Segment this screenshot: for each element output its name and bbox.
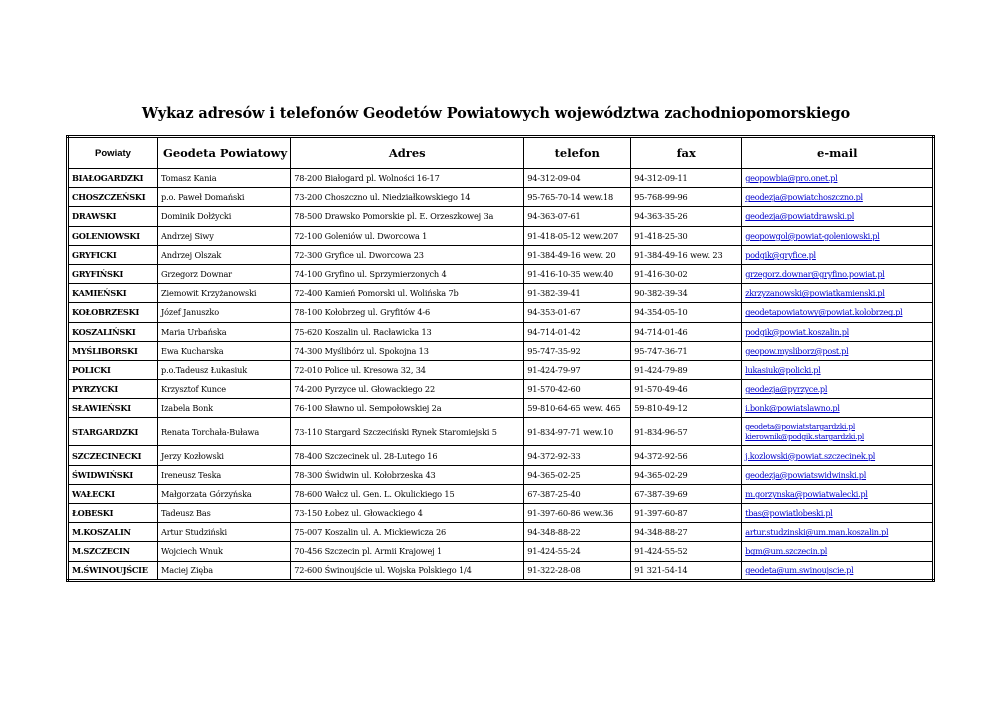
header-powiaty: Powiaty [68, 137, 158, 169]
cell-powiat: GRYFIŃSKI [68, 264, 158, 283]
cell-fax: 95-768-99-96 [631, 188, 742, 207]
cell-adres: 78-400 Szczecinek ul. 28-Lutego 16 [291, 446, 524, 465]
cell-adres: 72-300 Gryfice ul. Dworcowa 23 [291, 245, 524, 264]
cell-geodeta: Andrzej Siwy [158, 226, 291, 245]
cell-geodeta: Ireneusz Teska [158, 465, 291, 484]
cell-telefon: 91-384-49-16 wew. 20 [524, 245, 631, 264]
cell-fax: 94-348-88-27 [631, 523, 742, 542]
cell-powiat: KAMIEŃSKI [68, 284, 158, 303]
email-link[interactable]: geodeta@powiatstargardzki.pl [745, 421, 855, 431]
cell-powiat: GRYFICKI [68, 245, 158, 264]
cell-telefon: 95-747-35-92 [524, 341, 631, 360]
table-row [68, 284, 934, 303]
cell-powiat: DRAWSKI [68, 207, 158, 226]
table-row [68, 245, 934, 264]
cell-powiat: SŁAWIEŃSKI [68, 399, 158, 418]
cell-powiat: WAŁECKI [68, 484, 158, 503]
cell-email [742, 303, 934, 322]
email-list [745, 546, 827, 556]
email-list [745, 288, 884, 298]
cell-email [742, 245, 934, 264]
cell-adres: 70-456 Szczecin pl. Armii Krajowej 1 [291, 542, 524, 561]
cell-adres: 73-150 Łobez ul. Głowackiego 4 [291, 504, 524, 523]
email-link[interactable]: geodeta@um.swinoujscie.pl [745, 565, 854, 576]
cell-geodeta: Ewa Kucharska [158, 341, 291, 360]
email-link[interactable]: geodezja@powiatswidwinski.pl [745, 469, 867, 480]
cell-powiat: M.SZCZECIN [68, 542, 158, 561]
cell-telefon: 94-365-02-25 [524, 465, 631, 484]
cell-email [742, 542, 934, 561]
cell-powiat: CHOSZCZEŃSKI [68, 188, 158, 207]
cell-telefon: 91-424-79-97 [524, 360, 631, 379]
cell-telefon: 67-387-25-40 [524, 484, 631, 503]
cell-telefon: 91-416-10-35 wew.40 [524, 264, 631, 283]
cell-geodeta: p.o.Tadeusz Łukasiuk [158, 360, 291, 379]
cell-fax: 59-810-49-12 [631, 399, 742, 418]
table-row [68, 303, 934, 322]
table-container [66, 135, 935, 582]
email-link[interactable]: geopowbia@pro.onet.pl [745, 173, 838, 184]
cell-adres: 78-200 Białogard pl. Wolności 16-17 [291, 169, 524, 188]
email-list [745, 384, 827, 394]
cell-geodeta: Jerzy Kozłowski [158, 446, 291, 465]
email-link[interactable]: j.kozlowski@powiat.szczecinek.pl [745, 450, 876, 461]
email-link[interactable]: podgik@powiat.koszalin.pl [745, 326, 849, 337]
table-row [68, 523, 934, 542]
cell-telefon: 94-353-01-67 [524, 303, 631, 322]
cell-adres: 72-010 Police ul. Kresowa 32, 34 [291, 360, 524, 379]
cell-geodeta: Tadeusz Bas [158, 504, 291, 523]
cell-email [742, 284, 934, 303]
cell-geodeta: Andrzej Olszak [158, 245, 291, 264]
cell-email [742, 169, 934, 188]
email-list [745, 250, 816, 260]
table-row [68, 446, 934, 465]
cell-fax: 91-397-60-87 [631, 504, 742, 523]
email-list [745, 403, 839, 413]
cell-geodeta: Wojciech Wnuk [158, 542, 291, 561]
cell-email [742, 207, 934, 226]
cell-email [742, 360, 934, 379]
cell-powiat: ŁOBESKI [68, 504, 158, 523]
cell-fax: 91-424-55-52 [631, 542, 742, 561]
cell-geodeta: Krzysztof Kunce [158, 380, 291, 399]
cell-telefon: 94-312-09-04 [524, 169, 631, 188]
email-link[interactable]: tbas@powiatlobeski.pl [745, 508, 833, 519]
cell-geodeta: Małgorzata Górzyńska [158, 484, 291, 503]
email-list [745, 422, 929, 442]
email-list [745, 173, 837, 183]
cell-adres: 78-500 Drawsko Pomorskie pl. E. Orzeszkowej 3a [291, 207, 524, 226]
cell-fax: 91 321-54-14 [631, 561, 742, 580]
email-link[interactable]: kierownik@podgik.stargardzki.pl [745, 431, 864, 441]
table-row [68, 399, 934, 418]
cell-powiat: GOLENIOWSKI [68, 226, 158, 245]
email-list [745, 269, 884, 279]
cell-fax: 91-570-49-46 [631, 380, 742, 399]
cell-adres: 74-300 Myślibórz ul. Spokojna 13 [291, 341, 524, 360]
header-telefon: telefon [524, 137, 631, 169]
table-row [68, 484, 934, 503]
cell-fax: 91-424-79-89 [631, 360, 742, 379]
cell-adres: 75-620 Koszalin ul. Racławicka 13 [291, 322, 524, 341]
email-link[interactable]: geodezja@powiatdrawski.pl [745, 211, 855, 222]
cell-email [742, 418, 934, 446]
header-row [68, 137, 934, 169]
table-row [68, 264, 934, 283]
surveyors-table [66, 135, 935, 582]
cell-powiat: ŚWIDWIŃSKI [68, 465, 158, 484]
table-row [68, 465, 934, 484]
cell-telefon: 95-765-70-14 wew.18 [524, 188, 631, 207]
cell-powiat: PYRZYCKI [68, 380, 158, 399]
email-link[interactable]: m.gorzynska@powiatwalecki.pl [745, 488, 868, 499]
cell-adres: 72-600 Świnoujście ul. Wojska Polskiego 1/4 [291, 561, 524, 580]
cell-telefon: 59-810-64-65 wew. 465 [524, 399, 631, 418]
email-link[interactable]: grzegorz.downar@gryfino.powiat.pl [745, 269, 885, 280]
table-row [68, 418, 934, 446]
email-list [745, 231, 879, 241]
cell-email [742, 188, 934, 207]
cell-telefon: 94-348-88-22 [524, 523, 631, 542]
cell-adres: 72-100 Goleniów ul. Dworcowa 1 [291, 226, 524, 245]
email-link[interactable]: geopowgol@powiat-goleniowski.pl [745, 230, 880, 241]
cell-email [742, 264, 934, 283]
cell-powiat: KOŁOBRZESKI [68, 303, 158, 322]
cell-email [742, 380, 934, 399]
cell-geodeta: Maciej Zięba [158, 561, 291, 580]
document-title: Wykaz adresów i telefonów Geodetów Powiatowych województwa zachodniopomorskiego [141, 105, 851, 122]
email-list [745, 470, 866, 480]
cell-fax: 67-387-39-69 [631, 484, 742, 503]
cell-telefon: 91-382-39-41 [524, 284, 631, 303]
cell-email [742, 341, 934, 360]
cell-geodeta: p.o. Paweł Domański [158, 188, 291, 207]
cell-powiat: MYŚLIBORSKI [68, 341, 158, 360]
table-row [68, 542, 934, 561]
cell-powiat: M.KOSZALIN [68, 523, 158, 542]
email-link[interactable]: geodetapowiatowy@powiat.kolobrzeg.pl [745, 307, 903, 318]
cell-email [742, 504, 934, 523]
header-geodeta: Geodeta Powiatowy [158, 137, 291, 169]
table-row [68, 341, 934, 360]
cell-adres: 78-600 Wałcz ul. Gen. L. Okulickiego 15 [291, 484, 524, 503]
cell-telefon: 94-714-01-42 [524, 322, 631, 341]
cell-telefon: 94-363-07-61 [524, 207, 631, 226]
cell-geodeta: Dominik Dołżycki [158, 207, 291, 226]
cell-fax: 94-714-01-46 [631, 322, 742, 341]
cell-geodeta: Maria Urbańska [158, 322, 291, 341]
cell-email [742, 465, 934, 484]
email-list [745, 192, 863, 202]
cell-email [742, 322, 934, 341]
email-link[interactable]: podgik@gryfice.pl [745, 249, 816, 260]
cell-adres: 73-200 Choszczno ul. Niedziałkowskiego 14 [291, 188, 524, 207]
cell-adres: 74-100 Gryfino ul. Sprzymierzonych 4 [291, 264, 524, 283]
email-link[interactable]: geopow.mysliborz@post.pl [745, 345, 849, 356]
cell-geodeta: Józef Januszko [158, 303, 291, 322]
email-link[interactable]: lukasiuk@policki.pl [745, 364, 821, 375]
email-link[interactable]: bgm@um.szczecin.pl [745, 546, 828, 557]
email-link[interactable]: geodezja@pyrzyce.pl [745, 384, 828, 395]
table-row [68, 169, 934, 188]
email-list [745, 307, 902, 317]
cell-telefon: 91-397-60-86 wew.36 [524, 504, 631, 523]
email-list [745, 565, 853, 575]
email-link[interactable]: i.bonk@powiatslawno.pl [745, 403, 840, 414]
table-row [68, 360, 934, 379]
cell-fax: 94-372-92-56 [631, 446, 742, 465]
cell-fax: 95-747-36-71 [631, 341, 742, 360]
header-email: e-mail [742, 137, 934, 169]
email-list [745, 508, 832, 518]
cell-fax: 90-382-39-34 [631, 284, 742, 303]
email-link[interactable]: zkrzyzanowski@powiatkamienski.pl [745, 288, 885, 299]
table-row [68, 226, 934, 245]
email-list [745, 365, 820, 375]
cell-adres: 74-200 Pyrzyce ul. Głowackiego 22 [291, 380, 524, 399]
cell-adres: 78-300 Świdwin ul. Kołobrzeska 43 [291, 465, 524, 484]
table-row [68, 504, 934, 523]
header-adres: Adres [291, 137, 524, 169]
cell-telefon: 91-570-42-60 [524, 380, 631, 399]
cell-email [742, 523, 934, 542]
cell-email [742, 399, 934, 418]
cell-fax: 91-418-25-30 [631, 226, 742, 245]
cell-geodeta: Grzegorz Downar [158, 264, 291, 283]
email-list [745, 211, 854, 221]
cell-adres: 73-110 Stargard Szczeciński Rynek Staromiejski 5 [291, 418, 524, 446]
cell-powiat: STARGARDZKI [68, 418, 158, 446]
table-row [68, 322, 934, 341]
table-row [68, 207, 934, 226]
table-row [68, 380, 934, 399]
table-row [68, 561, 934, 580]
cell-fax: 94-365-02-29 [631, 465, 742, 484]
cell-fax: 91-834-96-57 [631, 418, 742, 446]
cell-fax: 91-384-49-16 wew. 23 [631, 245, 742, 264]
cell-telefon: 91-322-28-08 [524, 561, 631, 580]
cell-adres: 76-100 Sławno ul. Sempołowskiej 2a [291, 399, 524, 418]
cell-geodeta: Izabela Bonk [158, 399, 291, 418]
cell-telefon: 91-418-05-12 wew.207 [524, 226, 631, 245]
cell-email [742, 561, 934, 580]
cell-geodeta: Ziemowit Krzyżanowski [158, 284, 291, 303]
cell-powiat: M.ŚWINOUJŚCIE [68, 561, 158, 580]
header-fax: fax [631, 137, 742, 169]
email-list [745, 451, 875, 461]
cell-adres: 75-007 Koszalin ul. A. Mickiewicza 26 [291, 523, 524, 542]
email-list [745, 489, 867, 499]
cell-fax: 94-363-35-26 [631, 207, 742, 226]
cell-powiat: BIAŁOGARDZKI [68, 169, 158, 188]
cell-geodeta: Tomasz Kania [158, 169, 291, 188]
cell-adres: 72-400 Kamień Pomorski ul. Wolińska 7b [291, 284, 524, 303]
cell-adres: 78-100 Kołobrzeg ul. Gryfitów 4-6 [291, 303, 524, 322]
cell-email [742, 484, 934, 503]
email-list [745, 527, 888, 537]
cell-geodeta: Renata Torchała-Buława [158, 418, 291, 446]
cell-email [742, 446, 934, 465]
cell-telefon: 94-372-92-33 [524, 446, 631, 465]
cell-telefon: 91-834-97-71 wew.10 [524, 418, 631, 446]
cell-powiat: KOSZALIŃSKI [68, 322, 158, 341]
cell-powiat: POLICKI [68, 360, 158, 379]
cell-fax: 94-354-05-10 [631, 303, 742, 322]
cell-powiat: SZCZECINECKI [68, 446, 158, 465]
email-list [745, 327, 849, 337]
table-row [68, 188, 934, 207]
cell-fax: 91-416-30-02 [631, 264, 742, 283]
cell-geodeta: Artur Studziński [158, 523, 291, 542]
email-list [745, 346, 848, 356]
cell-email [742, 226, 934, 245]
table-body [68, 169, 934, 581]
cell-telefon: 91-424-55-24 [524, 542, 631, 561]
cell-fax: 94-312-09-11 [631, 169, 742, 188]
email-link[interactable]: artur.studzinski@um.man.koszalin.pl [745, 527, 889, 538]
email-link[interactable]: geodezja@powiatchoszczno.pl [745, 192, 863, 203]
